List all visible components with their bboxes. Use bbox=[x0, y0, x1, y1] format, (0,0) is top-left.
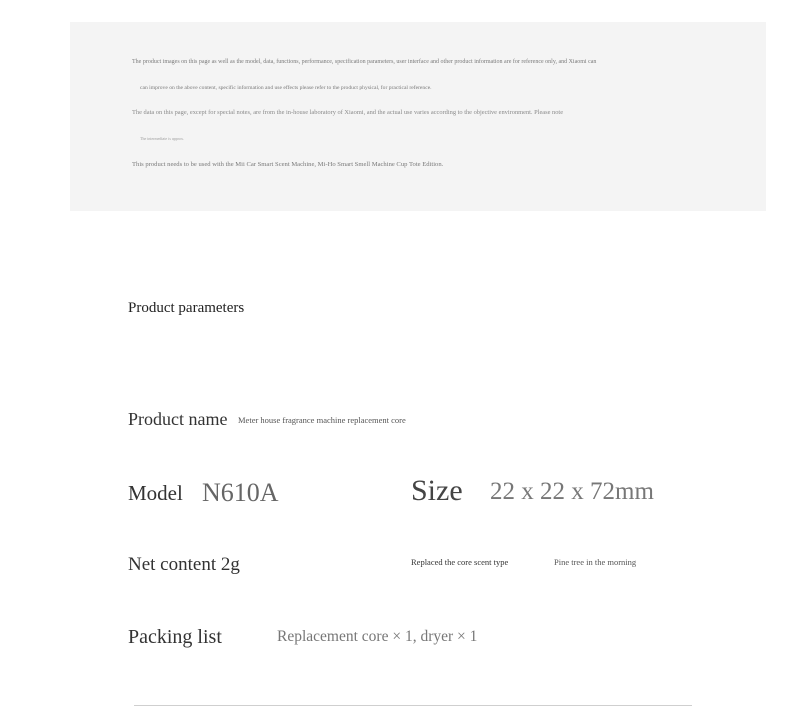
scent-type-value: Pine tree in the morning bbox=[554, 557, 637, 567]
packing-list-label: Packing list bbox=[128, 626, 222, 648]
packing-list-value: Replacement core × 1, dryer × 1 bbox=[277, 628, 478, 645]
disclaimer-line: The data on this page, except for special notes, are from the in-house laboratory of Xiaomi, and the actual use varies according to the objective environment. Please note bbox=[132, 109, 564, 116]
section-title: Product parameters bbox=[128, 300, 245, 316]
scent-type-label: Replaced the core scent type bbox=[411, 557, 509, 567]
disclaimer-line: The product images on this page as well as the model, data, functions, performance, specification parameters, user interface and other product information are for reference only, and Xiaomi can bbox=[132, 59, 597, 65]
divider bbox=[134, 705, 692, 706]
size-value: 22 x 22 x 72mm bbox=[490, 478, 654, 505]
disclaimer-line: The intermediate is approx. bbox=[140, 136, 184, 141]
disclaimer-line: can improve on the above content, specific information and use effects please refer to the product physical, for practical reference. bbox=[140, 85, 432, 91]
product-name-label: Product name bbox=[128, 409, 228, 429]
net-content: Net content 2g bbox=[128, 554, 240, 575]
model-label: Model bbox=[128, 481, 183, 505]
disclaimer-panel bbox=[70, 22, 766, 211]
product-name-value: Meter house fragrance machine replacement core bbox=[238, 415, 406, 425]
size-label: Size bbox=[411, 474, 463, 507]
model-value: N610A bbox=[202, 478, 279, 507]
disclaimer-line: This product needs to be used with the Mii Car Smart Scent Machine, Mi-Ho Smart Smell Machine Cup Tote Edition. bbox=[132, 161, 444, 168]
